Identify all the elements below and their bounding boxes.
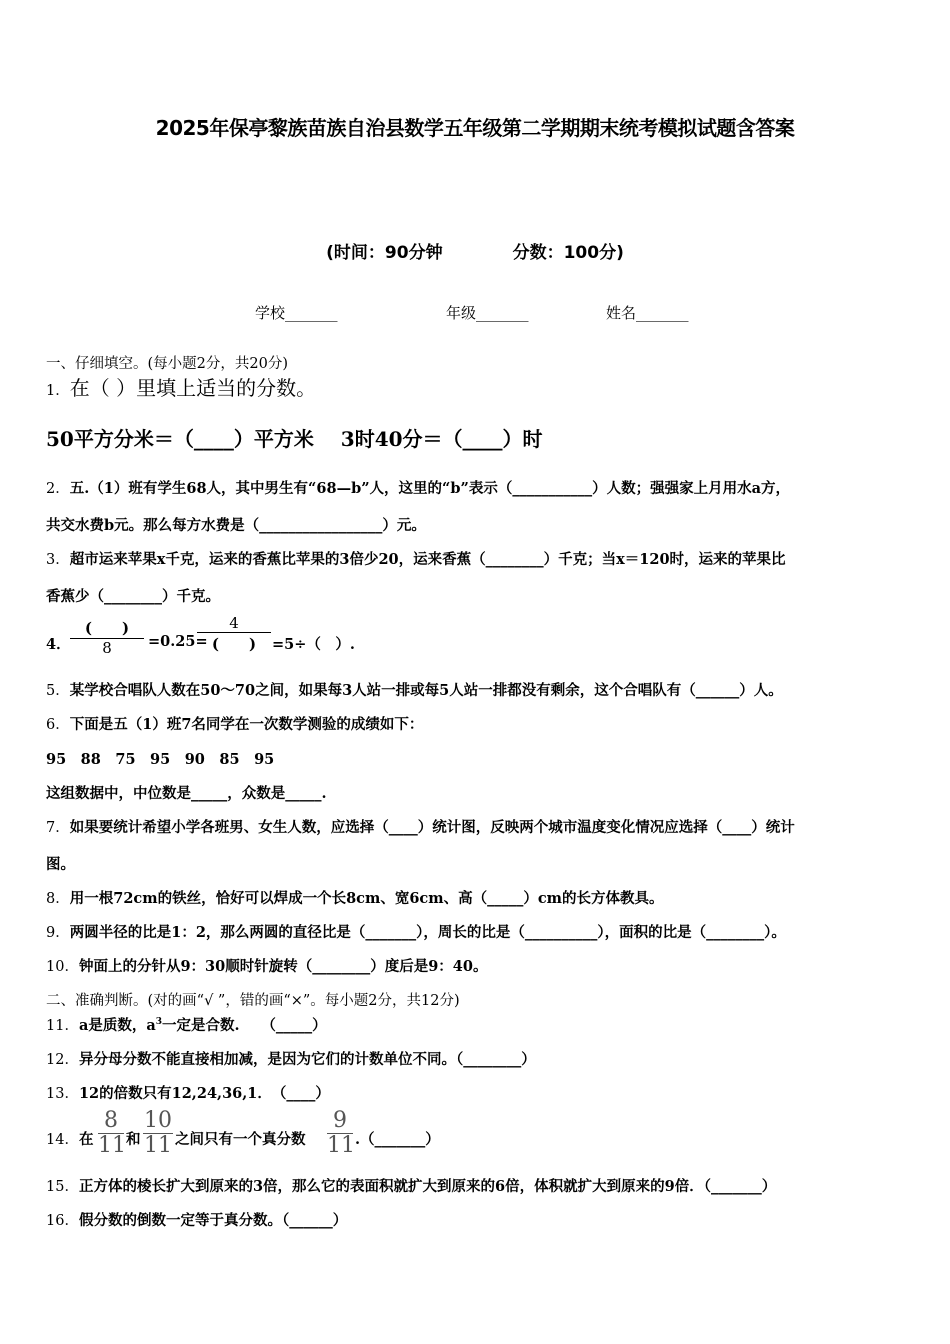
q14-fraction-1: [98, 1110, 124, 1157]
q7-number: 7．: [46, 820, 70, 836]
q6-text-2: 这组数据中，中位数是_____，众数是_____.: [46, 785, 327, 802]
q4-f2-denominator: ( ): [211, 635, 257, 653]
q2-number: 2．: [46, 481, 70, 497]
q3-text-2: 香蕉少（________）千克。: [46, 588, 220, 605]
q1-line: 50平方分米＝（____）平方米 3时40分＝（____）时: [46, 427, 543, 451]
q10-number: 10．: [46, 959, 79, 975]
question-10: [46, 955, 488, 976]
question-8: [46, 887, 664, 908]
question-7: [46, 816, 795, 837]
q15-text: 正方体的棱长扩大到原来的3倍，那么它的表面积就扩大到原来的6倍，体积就扩大到原来的9倍．（_______）: [78, 1178, 777, 1195]
question-13: [46, 1082, 330, 1103]
q4-fraction-1: [70, 617, 144, 657]
q1-number: 1．: [46, 383, 70, 399]
q11-text-b: 一定是合数. （_____）: [162, 1017, 327, 1034]
q9-text: 两圆半径的比是1：2，那么两圆的直径比是（_______），周长的比是（__________），面积的比是（________）。: [69, 924, 786, 941]
q14-f3-numerator: 9: [333, 1108, 347, 1133]
question-3: [46, 548, 786, 569]
q10-text: 钟面上的分针从9：30顺时针旋转（________）度后是9：40。: [78, 958, 488, 975]
time-info: (时间：90分钟: [326, 243, 443, 263]
q14-pre: 在: [78, 1131, 94, 1148]
q7-text: 如果要统计希望小学各班男、女生人数，应选择（____）统计图，反映两个城市温度变化情况应选择（____）统计: [69, 819, 795, 836]
q1-text: 在（ ）里填上适当的分数。: [69, 376, 317, 400]
q11-number: 11．: [46, 1018, 79, 1034]
q4-f1-denominator: 8: [102, 639, 112, 657]
question-9: [46, 921, 786, 942]
q13-number: 13．: [46, 1086, 79, 1102]
q4-f2-numerator: 4: [229, 614, 239, 632]
q11-exponent: 3: [155, 1017, 163, 1028]
section2-heading: 二、准确判断。(对的画“√ ”，错的画“×”。每小题2分，共12分): [46, 993, 460, 1009]
q6-number: 6．: [46, 717, 70, 733]
q5-text: 某学校合唱队人数在50～70之间，如果每3人站一排或每5人站一排都没有剩余，这个合唱队有（______）人。: [69, 682, 783, 699]
question-6: [46, 713, 423, 734]
page-title: 2025年保亭黎族苗族自治县数学五年级第二学期期末统考模拟试题含答案: [155, 116, 795, 140]
q6-text: 下面是五（1）班7名同学在一次数学测验的成绩如下：: [69, 716, 424, 733]
q6-scores: 95 88 75 95 90 85 95: [46, 751, 275, 768]
question-16: [46, 1209, 347, 1230]
question-1: [46, 372, 316, 401]
score-info: 分数：100分): [512, 243, 624, 263]
q14-f3-denominator: 11: [327, 1133, 355, 1158]
question-11: [46, 1014, 327, 1035]
q14-number: [46, 1128, 93, 1149]
q2-text: 五.（1）班有学生68人，其中男生有“68—b”人，这里的“b”表示（___________）人数；强强家上月用水a方，: [69, 480, 791, 497]
q13-text: 12的倍数只有12,24,36,1． （____）: [78, 1085, 330, 1102]
q14-and: 和: [126, 1131, 141, 1148]
q9-number: 9．: [46, 925, 70, 941]
question-5: [46, 679, 783, 700]
q4-tail: =5÷（ ）.: [272, 636, 355, 653]
question-2: [46, 477, 790, 498]
exam-info: [0, 238, 950, 263]
question-15: [46, 1175, 776, 1196]
q4-number: 4．: [46, 636, 71, 653]
q14-fraction-3: [327, 1110, 353, 1157]
q14-f1-denominator: 11: [98, 1133, 126, 1158]
q16-text: 假分数的倒数一定等于真分数。（______）: [78, 1212, 348, 1229]
q11-text-a: a是质数，a: [78, 1017, 156, 1034]
q5-number: 5．: [46, 683, 70, 699]
q14-mid: 之间只有一个真分数: [175, 1131, 306, 1148]
q14-fraction-2: [143, 1110, 173, 1157]
grade-field: 年级_______: [446, 304, 529, 322]
section1-heading: 一、仔细填空。(每小题2分，共20分): [46, 356, 288, 372]
q2-text-2: 共交水费b元。那么每方水费是（_________________）元。: [46, 517, 426, 534]
q15-number: 15．: [46, 1179, 79, 1195]
q14-f2-denominator: 11: [144, 1133, 172, 1158]
q4-mid: =0.25=: [148, 633, 208, 650]
q4-f1-numerator: ( ): [84, 619, 130, 637]
q14-f2-numerator: 10: [144, 1108, 172, 1133]
q7-text-2: 图。: [46, 856, 75, 873]
q4-fraction-2: [197, 614, 271, 654]
q16-number: 16．: [46, 1213, 79, 1229]
q12-number: 12．: [46, 1052, 79, 1068]
q3-text: 超市运来苹果x千克，运来的香蕉比苹果的3倍少20，运来香蕉（________）千克；当x＝120时，运来的苹果比: [69, 551, 786, 568]
q3-number: 3．: [46, 552, 70, 568]
q14-f1-numerator: 8: [104, 1108, 118, 1133]
q12-text: 异分母分数不能直接相加减，是因为它们的计数单位不同。（________）: [78, 1051, 536, 1068]
school-field: 学校_______: [255, 304, 338, 322]
q8-text: 用一根72cm的铁丝，恰好可以焊成一个长8cm、宽6cm、高（_____）cm的长方体教具。: [69, 890, 664, 907]
q14-num-label: 14．: [46, 1132, 79, 1148]
q8-number: 8．: [46, 891, 70, 907]
name-field: 姓名_______: [606, 304, 689, 322]
question-12: [46, 1048, 536, 1069]
q14-tail: .（_______）: [355, 1131, 440, 1148]
